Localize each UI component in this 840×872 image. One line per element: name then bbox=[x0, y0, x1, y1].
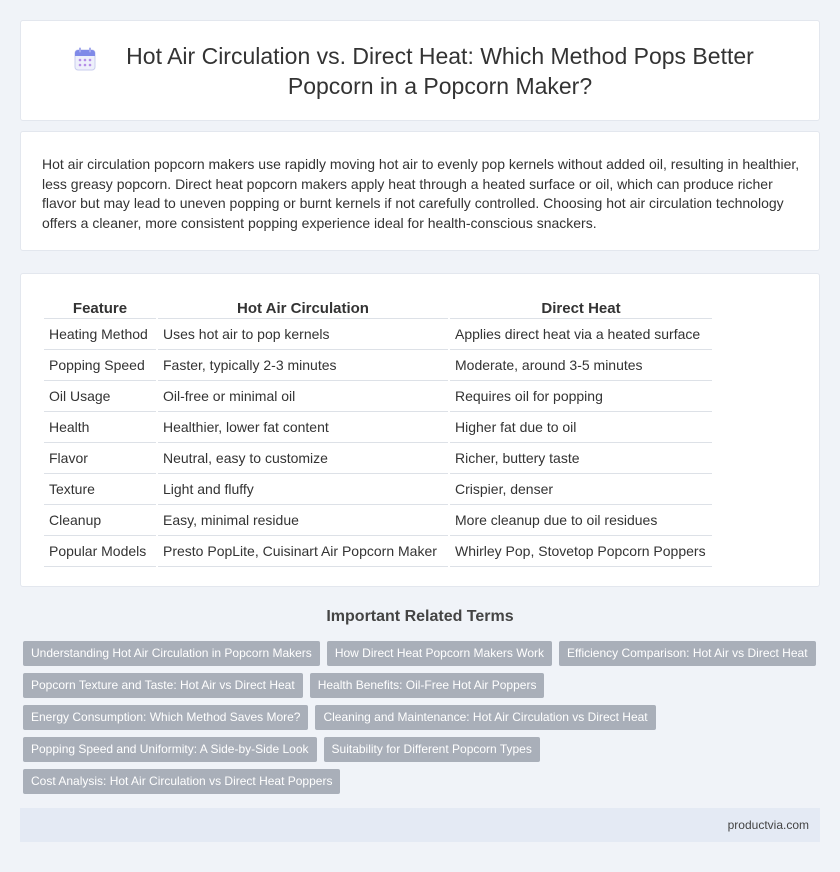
table-cell: Requires oil for popping bbox=[450, 381, 712, 412]
table-cell: Oil-free or minimal oil bbox=[158, 381, 448, 412]
page-title: Hot Air Circulation vs. Direct Heat: Which Method Pops Better Popcorn in a Popcorn Maker? bbox=[126, 42, 754, 99]
intro-paragraph: Hot air circulation popcorn makers use rapidly moving hot air to evenly pop kernels without added oil, resulting in healthier, less greasy popcorn. Direct heat popcorn makers apply heat through a heated surface or oil, which can produce richer flavor but may lead to uneven popping or burnt kernels if not carefully controlled. Choosing hot air circulation technology offers a cleaner, more consistent popping experience ideal for health-conscious snackers. bbox=[42, 156, 800, 231]
related-term-tag[interactable]: Popping Speed and Uniformity: A Side-by-Side Look bbox=[23, 737, 317, 762]
related-terms-heading: Important Related Terms bbox=[326, 608, 514, 625]
related-term-tag[interactable]: Energy Consumption: Which Method Saves More? bbox=[23, 705, 308, 730]
table-row bbox=[44, 319, 712, 350]
tag-row bbox=[23, 673, 823, 698]
table-cell: Light and fluffy bbox=[158, 474, 448, 505]
intro-card bbox=[20, 131, 820, 251]
table-cell: Faster, typically 2-3 minutes bbox=[158, 350, 448, 381]
table-cell: Moderate, around 3-5 minutes bbox=[450, 350, 712, 381]
table-cell: Crispier, denser bbox=[450, 474, 712, 505]
related-term-tag[interactable]: Cost Analysis: Hot Air Circulation vs Direct Heat Poppers bbox=[23, 769, 340, 794]
table-row bbox=[44, 350, 712, 381]
table-cell: Popping Speed bbox=[44, 350, 156, 381]
table-cell: Healthier, lower fat content bbox=[158, 412, 448, 443]
table-cell: Flavor bbox=[44, 443, 156, 474]
table-cell: Higher fat due to oil bbox=[450, 412, 712, 443]
table-cell: Popular Models bbox=[44, 536, 156, 567]
footer bbox=[20, 808, 820, 842]
title-card bbox=[20, 20, 820, 121]
related-term-tag[interactable]: Cleaning and Maintenance: Hot Air Circulation vs Direct Heat bbox=[315, 705, 655, 730]
table-cell: Whirley Pop, Stovetop Popcorn Poppers bbox=[450, 536, 712, 567]
related-term-tag[interactable]: Understanding Hot Air Circulation in Popcorn Makers bbox=[23, 641, 320, 666]
table-row bbox=[44, 536, 712, 567]
header-direct-heat: Direct Heat bbox=[450, 296, 712, 319]
table-header-row bbox=[44, 296, 712, 319]
table-cell: Applies direct heat via a heated surface bbox=[450, 319, 712, 350]
table-row bbox=[44, 505, 712, 536]
tag-row bbox=[23, 769, 823, 794]
table-row bbox=[44, 443, 712, 474]
footer-site-name: productvia.com bbox=[727, 818, 809, 832]
table-cell: Presto PopLite, Cuisinart Air Popcorn Maker bbox=[158, 536, 448, 567]
related-term-tag[interactable]: How Direct Heat Popcorn Makers Work bbox=[327, 641, 552, 666]
tag-row bbox=[23, 641, 823, 666]
related-term-tag[interactable]: Popcorn Texture and Taste: Hot Air vs Direct Heat bbox=[23, 673, 303, 698]
comparison-card bbox=[20, 273, 820, 587]
comparison-table bbox=[42, 296, 714, 567]
table-cell: Easy, minimal residue bbox=[158, 505, 448, 536]
related-term-tag[interactable]: Efficiency Comparison: Hot Air vs Direct Heat bbox=[559, 641, 816, 666]
table-cell: Cleanup bbox=[44, 505, 156, 536]
tag-row bbox=[23, 705, 823, 730]
table-row bbox=[44, 381, 712, 412]
table-row bbox=[44, 412, 712, 443]
table-cell: Uses hot air to pop kernels bbox=[158, 319, 448, 350]
table-cell: Health bbox=[44, 412, 156, 443]
table-cell: Oil Usage bbox=[44, 381, 156, 412]
table-cell: Neutral, easy to customize bbox=[158, 443, 448, 474]
header-feature: Feature bbox=[44, 296, 156, 319]
related-term-tag[interactable]: Health Benefits: Oil-Free Hot Air Poppers bbox=[310, 673, 545, 698]
table-row bbox=[44, 474, 712, 505]
table-cell: Richer, buttery taste bbox=[450, 443, 712, 474]
header-hot-air: Hot Air Circulation bbox=[158, 296, 448, 319]
table-cell: Texture bbox=[44, 474, 156, 505]
table-cell: Heating Method bbox=[44, 319, 156, 350]
tag-row bbox=[23, 737, 823, 762]
related-term-tag[interactable]: Suitability for Different Popcorn Types bbox=[324, 737, 540, 762]
related-terms-list bbox=[23, 641, 823, 801]
table-cell: More cleanup due to oil residues bbox=[450, 505, 712, 536]
